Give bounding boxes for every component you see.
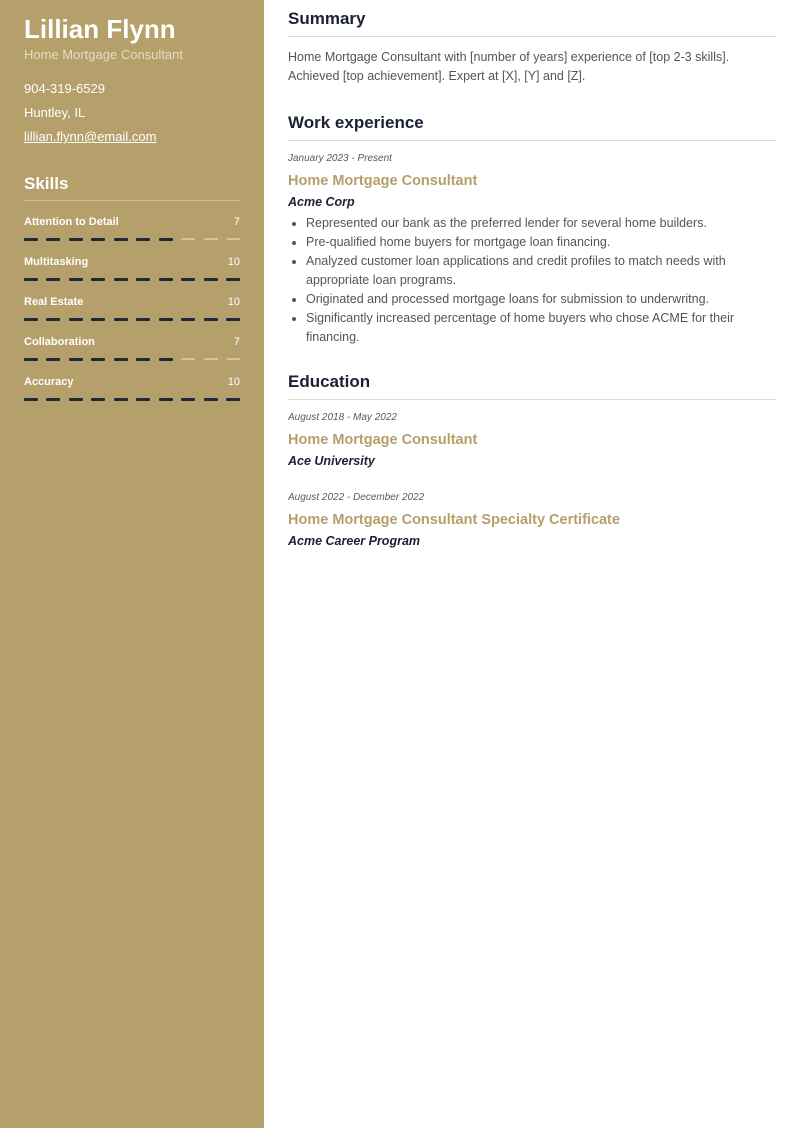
main-content bbox=[288, 0, 776, 549]
skill-name: Real Estate bbox=[24, 296, 84, 308]
skill-segment-empty bbox=[226, 238, 240, 240]
skill-segment-filled bbox=[114, 238, 128, 241]
company-name: Acme Corp bbox=[288, 195, 355, 209]
skill-segment-filled bbox=[46, 238, 60, 241]
skill-segment-filled bbox=[91, 358, 105, 361]
degree-title: Home Mortgage Consultant bbox=[288, 432, 478, 448]
skill-segment-empty bbox=[181, 358, 195, 360]
skill-segment-filled bbox=[114, 278, 128, 281]
education-date: August 2022 - December 2022 bbox=[288, 492, 425, 503]
skill-segment-filled bbox=[46, 398, 60, 401]
skill-item bbox=[24, 255, 240, 281]
skill-segment-filled bbox=[46, 278, 60, 281]
candidate-name: Lillian Flynn bbox=[24, 14, 176, 44]
skill-segment-filled bbox=[159, 398, 173, 401]
list-item: • Originated and processed mortgage loans for submission to underwritng. bbox=[306, 290, 776, 309]
skill-segment-filled bbox=[24, 398, 38, 401]
work-heading: Work experience bbox=[288, 112, 776, 141]
phone-number: 904-319-6529 bbox=[24, 81, 105, 96]
skill-segment-filled bbox=[159, 278, 173, 281]
skill-value: 10 bbox=[227, 296, 240, 308]
skill-segment-filled bbox=[114, 358, 128, 361]
skill-value: 7 bbox=[233, 216, 240, 228]
skill-segment-filled bbox=[24, 318, 38, 321]
job-entry bbox=[288, 153, 776, 347]
skill-segment-filled bbox=[69, 238, 83, 241]
skill-segment-filled bbox=[69, 358, 83, 361]
skill-item bbox=[24, 215, 240, 241]
skills-heading: Skills bbox=[24, 174, 240, 201]
skill-segment-filled bbox=[69, 398, 83, 401]
job-bullets bbox=[288, 214, 776, 347]
skill-name: Attention to Detail bbox=[24, 216, 119, 228]
skill-segment-filled bbox=[136, 278, 150, 281]
skill-value: 7 bbox=[233, 336, 240, 348]
summary-section bbox=[288, 8, 776, 86]
skill-segment-filled bbox=[136, 358, 150, 361]
sidebar bbox=[0, 0, 264, 1128]
skill-segment-filled bbox=[136, 318, 150, 321]
skill-segment-filled bbox=[69, 278, 83, 281]
work-section bbox=[288, 112, 776, 347]
skill-rating-bar bbox=[24, 358, 240, 361]
skill-segment-filled bbox=[181, 398, 195, 401]
list-item: • Analyzed customer loan applications and credit profiles to match needs with appropriate loan programs. bbox=[306, 252, 776, 290]
skill-segment-filled bbox=[181, 278, 195, 281]
skill-segment-filled bbox=[24, 358, 38, 361]
skill-rating-bar bbox=[24, 318, 240, 321]
skill-segment-filled bbox=[91, 318, 105, 321]
skill-segment-filled bbox=[226, 318, 240, 321]
skill-segment-filled bbox=[24, 238, 38, 241]
job-date: January 2023 - Present bbox=[288, 153, 392, 164]
skill-segment-empty bbox=[181, 238, 195, 240]
skill-segment-filled bbox=[159, 318, 173, 321]
skill-segment-filled bbox=[91, 238, 105, 241]
list-item: • Significantly increased percentage of home buyers who chose ACME for their financing. bbox=[306, 309, 776, 347]
skill-segment-filled bbox=[46, 318, 60, 321]
skill-name: Accuracy bbox=[24, 376, 74, 388]
skill-segment-filled bbox=[114, 318, 128, 321]
email-link[interactable]: lillian.flynn@email.com bbox=[24, 129, 157, 144]
list-item: • Pre-qualified home buyers for mortgage loan financing. bbox=[306, 233, 776, 252]
skill-segment-filled bbox=[226, 278, 240, 281]
skill-item bbox=[24, 295, 240, 321]
skill-segment-filled bbox=[204, 278, 218, 281]
degree-title: Home Mortgage Consultant Specialty Certificate bbox=[288, 512, 620, 528]
school-name: Ace University bbox=[288, 454, 375, 468]
skill-segment-filled bbox=[159, 238, 173, 241]
skill-rating-bar bbox=[24, 278, 240, 281]
skill-segment-empty bbox=[204, 358, 218, 360]
skill-segment-filled bbox=[91, 278, 105, 281]
skill-item bbox=[24, 335, 240, 361]
skill-name: Multitasking bbox=[24, 256, 89, 268]
education-date: August 2018 - May 2022 bbox=[288, 412, 397, 423]
skill-segment-empty bbox=[226, 358, 240, 360]
skill-rating-bar bbox=[24, 238, 240, 241]
education-heading: Education bbox=[288, 371, 776, 400]
skill-segment-filled bbox=[91, 398, 105, 401]
skills-list bbox=[24, 215, 240, 401]
skill-segment-filled bbox=[226, 398, 240, 401]
education-section bbox=[288, 371, 776, 549]
list-item: • Represented our bank as the preferred lender for several home builders. bbox=[306, 214, 776, 233]
skill-item bbox=[24, 375, 240, 401]
skill-segment-filled bbox=[181, 318, 195, 321]
skill-segment-filled bbox=[204, 318, 218, 321]
skill-segment-filled bbox=[159, 358, 173, 361]
education-entry bbox=[288, 492, 776, 549]
skill-name: Collaboration bbox=[24, 336, 95, 348]
summary-heading: Summary bbox=[288, 8, 776, 37]
skill-segment-filled bbox=[204, 398, 218, 401]
school-name: Acme Career Program bbox=[288, 534, 421, 548]
skill-segment-filled bbox=[136, 238, 150, 241]
education-entry bbox=[288, 412, 776, 469]
location: Huntley, IL bbox=[24, 105, 86, 120]
skill-segment-filled bbox=[136, 398, 150, 401]
skill-segment-filled bbox=[24, 278, 38, 281]
skill-value: 10 bbox=[227, 256, 240, 268]
skill-segment-filled bbox=[114, 398, 128, 401]
skill-segment-filled bbox=[69, 318, 83, 321]
summary-text: Home Mortgage Consultant with [number of years] experience of [top 2-3 skills]. Achieved [top achievement]. Expert at [X], [Y] and [Z]. bbox=[288, 50, 730, 83]
skill-segment-filled bbox=[46, 358, 60, 361]
skill-segment-empty bbox=[204, 238, 218, 240]
skill-value: 10 bbox=[227, 376, 240, 388]
skill-rating-bar bbox=[24, 398, 240, 401]
job-title: Home Mortgage Consultant bbox=[288, 173, 478, 189]
candidate-role: Home Mortgage Consultant bbox=[24, 47, 183, 62]
